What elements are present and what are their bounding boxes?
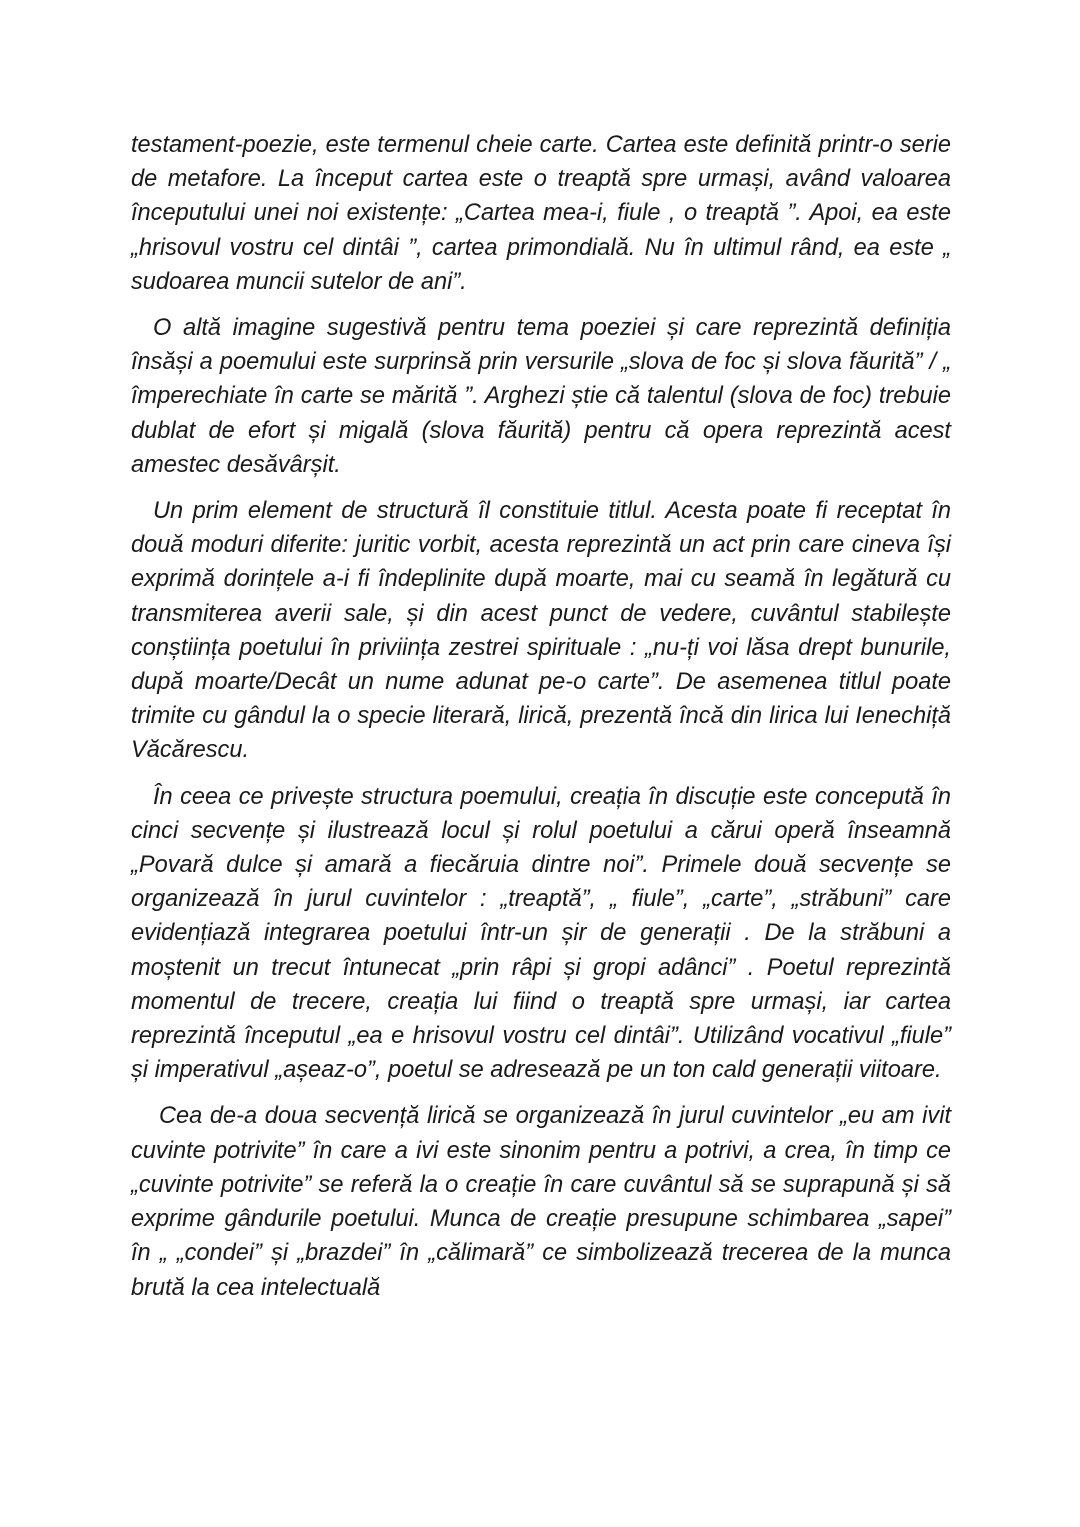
paragraph-5: Cea de-a doua secvență lirică se organizează în jurul cuvintelor „eu am ivit cuvinte potrivite” în care a ivi este sinonim pentru a potrivi, a crea, în timp ce „cuvinte potrivite” se referă la o creație în care cuvântul să se suprapună și să exprime gândurile poetului. Munca de creație presupune schimbarea „sapei” în „ „condei” și „brazdei” în „călimară” ce simbolizează trecerea de la munca brută la cea intelectuală (131, 1103, 951, 1301)
paragraph-1: testament-poezie, este termenul cheie carte. Cartea este definită printr-o serie de metafore. La început cartea este o treaptă spre urmași, având valoarea începutului unei noi existențe: „Cartea mea-i, fiule , o treaptă ”. Apoi, ea este „hrisovul vostru cel dintâi ”, cartea primondială. Nu în ultimul rând, ea este „ sudoarea muncii sutelor de ani”. (131, 132, 951, 295)
paragraph-2: O altă imagine sugestivă pentru tema poeziei și care reprezintă definiția însăși a poemului este surprinsă prin versurile „slova de foc și slova făurită” / „ împerechiate în carte se mărită ”. Arghezi știe că talentul (slova de foc) trebuie dublat de efort și migală (slova făurită) pentru că opera reprezintă acest amestec desăvârșit. (131, 315, 951, 478)
document-page (131, 128, 951, 1317)
paragraph-4: În ceea ce privește structura poemului, creația în discuție este concepută în cinci secvențe și ilustrează locul și rolul poetului a cărui operă înseamnă „Povară dulce și amară a fiecăruia dintre noi”. Primele două secvențe se organizează în jurul cuvintelor : „treaptă”, „ fiule”, „carte”, „străbuni” care evidențiază integrarea poetului într-un șir de generații . De la străbuni a moștenit un trecut întunecat „prin râpi și gropi adânci” . Poetul reprezintă momentul de trecere, creația lui fiind o treaptă spre urmași, iar cartea reprezintă începutul „ea e hrisovul vostru cel dintâi”. Utilizând vocativul „fiule” și imperativul „așeaz-o”, poetul se adresează pe un ton cald generații viitoare. (131, 783, 951, 1084)
paragraph-3: Un prim element de structură îl constituie titlul. Acesta poate fi receptat în două moduri diferite: juritic vorbit, acesta reprezintă un act prin care cineva își exprimă dorințele a-i fi îndeplinite după moarte, mai cu seamă în legătură cu transmiterea averii sale, și din acest punct de vedere, cuvântul stabilește conștiința poetului în priviința zestrei spirituale : „nu-ți voi lăsa drept bunurile, după moarte/Decât un nume adunat pe-o carte”. De asemenea titlul poate trimite cu gândul la o specie literară, lirică, prezentă încă din lirica lui Ienechiță Văcărescu. (131, 498, 951, 764)
